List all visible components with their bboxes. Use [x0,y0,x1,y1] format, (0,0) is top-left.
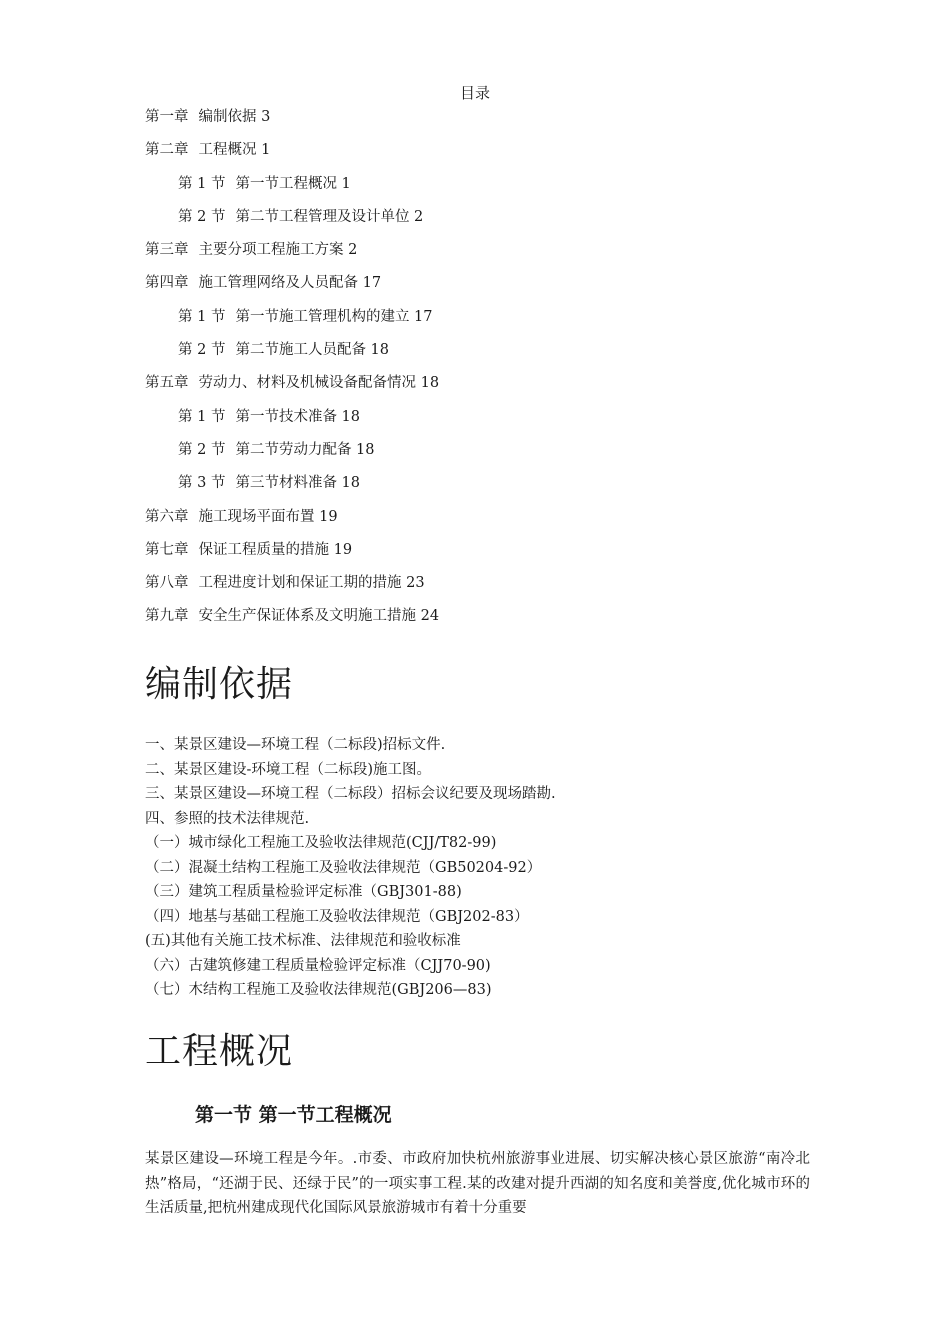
toc-entry-label: 第 1 节 [178,408,226,425]
toc-entry[interactable] [145,472,439,505]
toc-entry-label: 第九章 [145,608,189,625]
toc-entry-text: 第一节施工管理机构的建立 17 [235,308,433,325]
toc-entry-label: 第 1 节 [178,175,226,192]
toc-entry[interactable] [145,506,439,539]
toc-entry-label: 第一章 [145,109,189,125]
toc-entry[interactable] [145,306,439,339]
basis-item: 三、某景区建设—环境工程（二标段）招标会议纪要及现场踏勘. [145,786,556,802]
toc-entry-text: 第二节劳动力配备 18 [235,441,375,458]
toc-entry[interactable] [145,173,439,206]
toc-entry-text: 劳动力、材料及机械设备配备情况 18 [198,375,440,392]
toc-entry-text: 第三节材料准备 18 [235,475,361,492]
toc-entry-text: 主要分项工程施工方案 2 [198,242,358,259]
toc-entry-text: 安全生产保证体系及文明施工措施 24 [198,608,440,625]
toc-entry-label: 第 2 节 [178,208,226,225]
toc-entry[interactable] [145,272,439,305]
toc-entry[interactable] [145,605,439,638]
section-heading-overview: 工程概况 [145,1031,294,1072]
toc-entry-label: 第 1 节 [178,308,226,325]
toc-entry-text: 第二节工程管理及设计单位 2 [235,208,424,225]
toc-entry-label: 第五章 [145,375,189,392]
toc-entry-text: 第一节技术准备 18 [235,408,361,425]
overview-paragraph: 某景区建设—环境工程是今年。.市委、市政府加快杭州旅游事业进展、切实解决核心景区旅游“南冷北热”格局，“还湖于民、还绿于民”的一项实事工程.某的改建对提升西湖的知名度和美誉度,优化城市环的生活质量,把杭州建成现代化国际风景旅游城市有着十分重要 [145,1151,810,1216]
toc-entry-text: 工程概况 1 [198,142,271,159]
toc-entry-text: 保证工程质量的措施 19 [198,541,353,558]
basis-list [145,733,825,1003]
toc-entry-label: 第三章 [145,242,189,259]
toc-entry-label: 第 3 节 [178,475,226,492]
basis-item: (五)其他有关施工技术标准、法律规范和验收标准 [145,933,461,949]
basis-item: （三）建筑工程质量检验评定标准（GBJ301-88) [145,884,462,900]
toc-entry[interactable] [145,239,439,272]
toc-entry[interactable] [145,206,439,239]
toc-entry-label: 第四章 [145,275,189,292]
toc-entry-label: 第六章 [145,508,189,525]
subsection-heading: 第一节 第一节工程概况 [195,1104,392,1126]
toc-entry-label: 第七章 [145,541,189,558]
toc-title: 目录 [459,84,490,102]
toc-entry-label: 第 2 节 [178,441,226,458]
basis-item: （六）古建筑修建工程质量检验评定标准（CJJ70-90) [145,957,491,974]
toc-entry[interactable] [145,139,439,172]
toc-entry-label: 第八章 [145,575,189,592]
toc-entry[interactable] [145,406,439,439]
section-heading-basis: 编制依据 [145,664,294,705]
basis-item: 一、某景区建设—环境工程（二标段)招标文件. [145,737,446,753]
toc-entry[interactable] [145,339,439,372]
toc-entry[interactable] [145,439,439,472]
overview-body [145,1147,810,1221]
toc-entry[interactable] [145,572,439,605]
basis-item: （一）城市绿化工程施工及验收法律规范(CJJ/T82-99) [145,835,497,851]
toc-entry-text: 第一节工程概况 1 [235,175,351,192]
basis-item: （四）地基与基础工程施工及验收法律规范（GBJ202-83） [145,908,529,925]
table-of-contents [145,106,439,639]
toc-entry[interactable] [145,539,439,572]
basis-item: （七）木结构工程施工及验收法律规范(GBJ206—83) [145,982,492,998]
toc-entry-label: 第二章 [145,142,189,159]
toc-entry[interactable] [145,372,439,405]
toc-entry[interactable] [145,106,439,139]
toc-entry-label: 第 2 节 [178,342,226,359]
toc-entry-text: 第二节施工人员配备 18 [235,342,390,359]
toc-entry-text: 施工管理网络及人员配备 17 [198,275,382,292]
basis-item: 二、某景区建设-环境工程（二标段)施工图。 [145,761,432,778]
basis-item: 四、参照的技术法律规范. [145,810,310,827]
toc-entry-text: 施工现场平面布置 19 [198,508,338,525]
toc-entry-text: 工程进度计划和保证工期的措施 23 [198,575,425,592]
basis-item: （二）混凝土结构工程施工及验收法律规范（GB50204-92） [145,859,542,876]
toc-entry-text: 编制依据 3 [198,109,271,125]
